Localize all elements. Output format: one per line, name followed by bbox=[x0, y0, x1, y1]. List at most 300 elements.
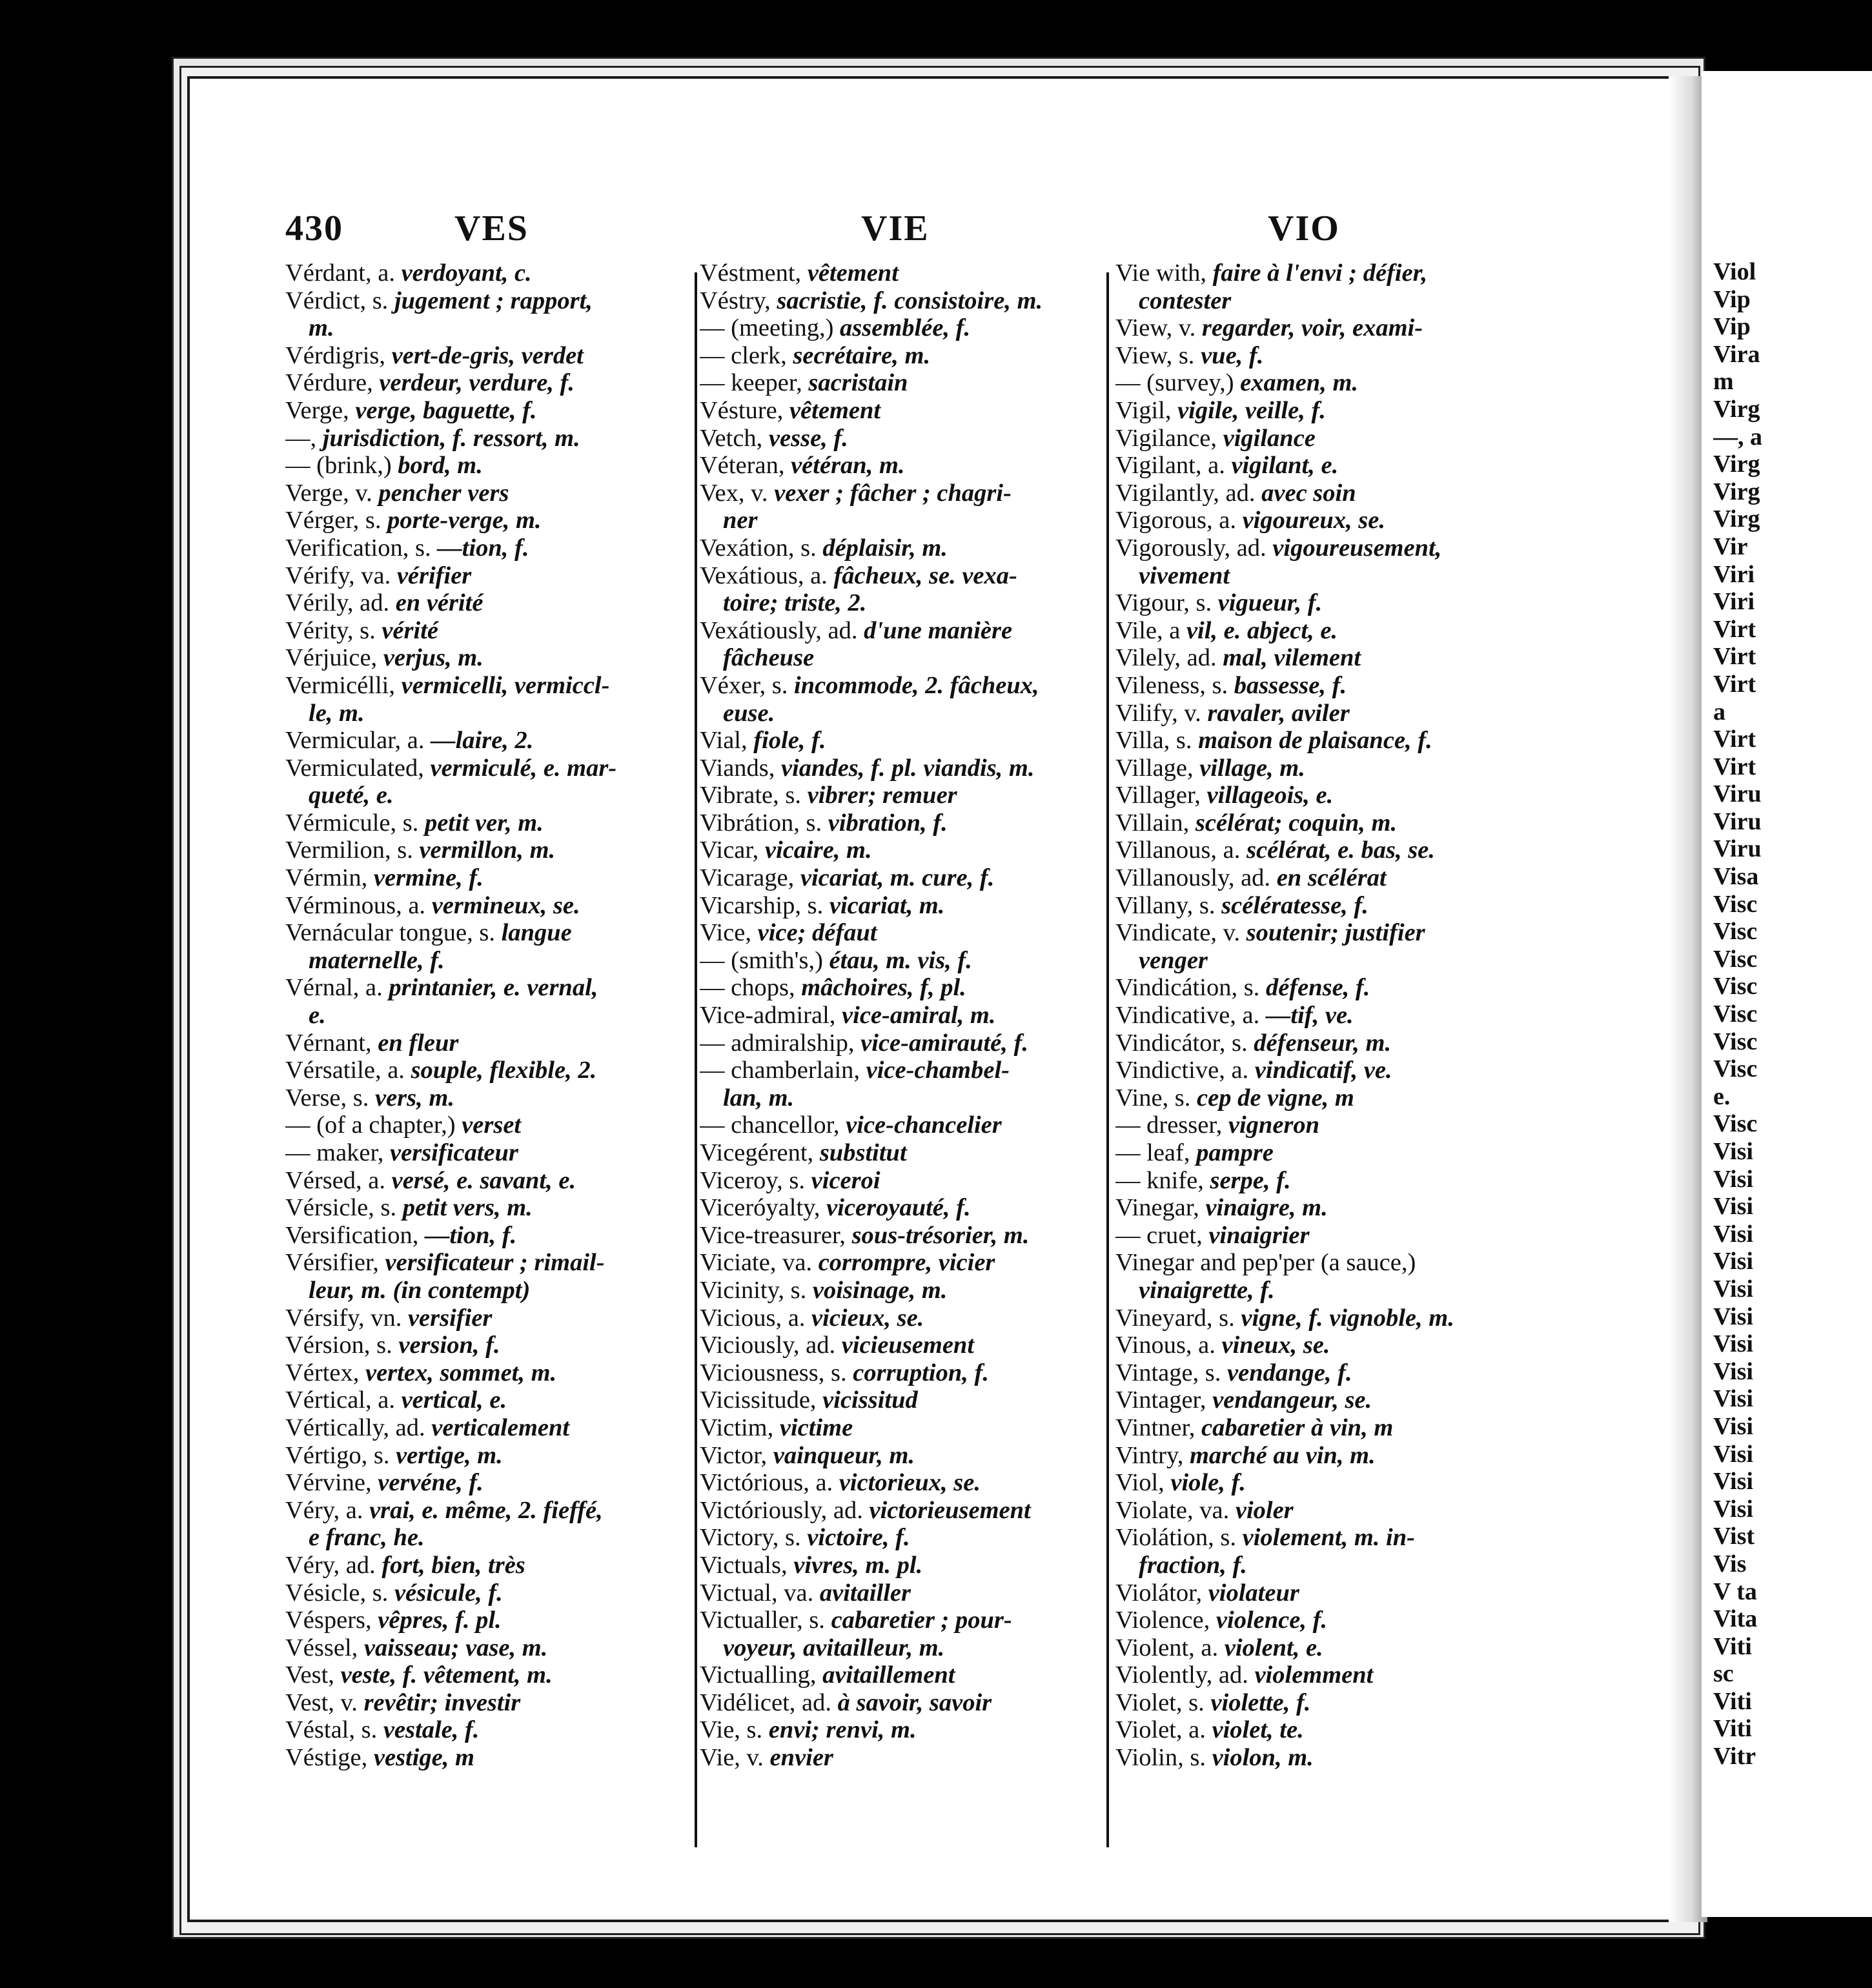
dictionary-entry bbox=[285, 1167, 692, 1195]
dictionary-entry bbox=[700, 1552, 1096, 1579]
entry-definition: vineux, se. bbox=[1221, 1332, 1330, 1359]
dictionary-entry bbox=[1115, 1222, 1529, 1250]
entry-definition: vérité bbox=[382, 616, 438, 644]
dictionary-entry bbox=[700, 755, 1096, 782]
page-number: 430 bbox=[285, 208, 343, 249]
entry-definition: vermine, f. bbox=[373, 864, 483, 892]
entry-definition: jurisdiction, f. ressort, m. bbox=[322, 424, 580, 452]
entry-headword: Verse, s. bbox=[285, 1084, 369, 1111]
entry-definition: vendangeur, se. bbox=[1212, 1386, 1372, 1414]
entry-definition: vivres, m. pl. bbox=[793, 1551, 923, 1579]
dictionary-entry bbox=[1115, 1304, 1529, 1332]
dictionary-entry bbox=[1115, 342, 1529, 370]
entry-headword: Vérminous, a. bbox=[285, 891, 426, 919]
dictionary-entry bbox=[1115, 1689, 1529, 1717]
next-page-fragment: Virt bbox=[1713, 753, 1756, 780]
entry-headword: Vermilion, s. bbox=[285, 837, 413, 864]
dictionary-entry bbox=[285, 534, 692, 562]
dictionary-entry bbox=[700, 1030, 1096, 1057]
next-page-fragment: Visi bbox=[1713, 1385, 1753, 1413]
dictionary-entry bbox=[285, 1744, 692, 1772]
dictionary-entry bbox=[1115, 919, 1529, 947]
dictionary-entry bbox=[1115, 1249, 1529, 1277]
entry-definition: vaisseau; vase, m. bbox=[363, 1634, 548, 1661]
entry-definition: vers, m. bbox=[375, 1084, 454, 1111]
dictionary-entry bbox=[1115, 1524, 1529, 1552]
entry-definition: vicariat, m. bbox=[829, 891, 945, 919]
entry-headword: Vésicle, s. bbox=[285, 1579, 389, 1607]
entry-continuation-text: euse. bbox=[723, 699, 775, 727]
entry-headword: Villany, s. bbox=[1115, 891, 1216, 919]
entry-definition: vice; défaut bbox=[757, 919, 877, 947]
entry-definition: ravaler, aviler bbox=[1207, 699, 1350, 727]
entry-definition: sacristie, f. consistoire, m. bbox=[777, 287, 1043, 314]
next-page-fragment: V ta bbox=[1713, 1577, 1757, 1605]
next-page-fragment: Viti bbox=[1713, 1687, 1752, 1715]
entry-definition: violement, m. in- bbox=[1242, 1524, 1415, 1552]
dictionary-entry bbox=[700, 1277, 1096, 1304]
entry-continuation-text: venger bbox=[1139, 946, 1208, 974]
entry-definition: substitut bbox=[819, 1139, 907, 1166]
dictionary-entry bbox=[285, 1607, 692, 1634]
dictionary-entry bbox=[285, 507, 692, 534]
entry-headword: Vial, bbox=[700, 727, 748, 755]
dictionary-entry bbox=[700, 672, 1096, 700]
entry-definition: viole, f. bbox=[1170, 1469, 1246, 1497]
entry-headword: Vicarship, s. bbox=[700, 891, 824, 919]
entry-headword: Vérsion, s. bbox=[285, 1332, 392, 1359]
dictionary-entry bbox=[700, 837, 1096, 864]
entry-headword: Village, bbox=[1115, 754, 1194, 782]
entry-definition: scélérat, e. bas, se. bbox=[1246, 837, 1435, 864]
entry-headword: Victory, s. bbox=[700, 1524, 801, 1552]
entry-definition: vibrer; remuer bbox=[807, 782, 957, 809]
entry-continuation bbox=[1115, 947, 1529, 975]
entry-headword: Véry, a. bbox=[285, 1496, 363, 1524]
entry-continuation bbox=[1115, 562, 1529, 590]
dictionary-entry bbox=[285, 617, 692, 645]
next-page-fragment: Virt bbox=[1713, 670, 1756, 698]
entry-definition: mal, vilement bbox=[1223, 644, 1361, 672]
entry-definition: victime bbox=[779, 1414, 853, 1441]
dictionary-entry bbox=[700, 1332, 1096, 1359]
next-page-fragment: Visc bbox=[1713, 1055, 1758, 1083]
entry-definition: déplaisir, m. bbox=[822, 534, 948, 562]
dictionary-entry bbox=[700, 1359, 1096, 1387]
entry-definition: soutenir; justifier bbox=[1246, 919, 1425, 947]
entry-definition: vice-amiral, m. bbox=[842, 1002, 996, 1030]
next-page-fragment: Viru bbox=[1713, 780, 1762, 808]
entry-definition: regarder, voir, exami- bbox=[1201, 314, 1423, 342]
dictionary-entry bbox=[700, 1194, 1096, 1222]
dictionary-entry bbox=[1115, 672, 1529, 700]
entry-continuation-text: contester bbox=[1139, 287, 1232, 314]
entry-headword: Vile, a bbox=[1115, 616, 1181, 644]
entry-definition: faire à l'envi ; défier, bbox=[1212, 259, 1428, 287]
dictionary-entry bbox=[700, 1249, 1096, 1277]
entry-headword: Viciousness, s. bbox=[700, 1359, 847, 1386]
entry-definition: vermillon, m. bbox=[419, 837, 556, 864]
dictionary-entry bbox=[285, 1332, 692, 1359]
entry-definition: victoire, f. bbox=[807, 1524, 910, 1552]
entry-definition: voisinage, m. bbox=[812, 1276, 948, 1304]
entry-continuation-text: fâcheuse bbox=[723, 644, 815, 672]
dictionary-entry bbox=[700, 1414, 1096, 1442]
entry-definition: vue, f. bbox=[1201, 341, 1264, 369]
next-page-fragment: Virg bbox=[1713, 451, 1760, 478]
entry-headword: Vintner, bbox=[1115, 1414, 1195, 1441]
next-page-fragment: Virt bbox=[1713, 725, 1756, 753]
dictionary-entry bbox=[700, 892, 1096, 920]
entry-definition: vice-amirauté, f. bbox=[860, 1029, 1028, 1057]
dictionary-entry bbox=[285, 1552, 692, 1579]
entry-headword: Vindicative, a. bbox=[1115, 1002, 1260, 1030]
dictionary-entry bbox=[285, 1030, 692, 1057]
entry-headword: — (of a chapter,) bbox=[285, 1111, 456, 1139]
entry-definition: vérifier bbox=[396, 562, 472, 589]
entry-headword: Vicinity, s. bbox=[700, 1276, 807, 1304]
entry-definition: vigoureusement, bbox=[1272, 534, 1442, 562]
dictionary-entry bbox=[1115, 1744, 1529, 1772]
dictionary-entry bbox=[285, 755, 692, 782]
next-page-fragment: Visc bbox=[1713, 973, 1758, 1000]
entry-headword: — clerk, bbox=[700, 341, 787, 369]
entry-definition: serpe, f. bbox=[1210, 1166, 1291, 1194]
entry-headword: Véssel, bbox=[285, 1634, 358, 1661]
entry-definition: en fleur bbox=[378, 1029, 459, 1057]
entry-continuation-text: maternelle, f. bbox=[309, 946, 445, 974]
entry-definition: scélératesse, f. bbox=[1221, 891, 1368, 919]
dictionary-entry bbox=[285, 672, 692, 700]
entry-headword: Vilely, ad. bbox=[1115, 644, 1217, 672]
entry-definition: violent, e. bbox=[1224, 1634, 1323, 1661]
entry-definition: —tion, f. bbox=[437, 534, 529, 562]
dictionary-entry bbox=[700, 369, 1096, 397]
dictionary-entry bbox=[285, 974, 692, 1002]
entry-headword: Victuals, bbox=[700, 1551, 788, 1579]
dictionary-entry bbox=[700, 1469, 1096, 1497]
entry-headword: Vintage, s. bbox=[1115, 1359, 1221, 1386]
entry-definition: villageois, e. bbox=[1206, 782, 1334, 809]
dictionary-entry bbox=[700, 1111, 1096, 1139]
entry-headword: Vérsatile, a. bbox=[285, 1057, 405, 1084]
dictionary-entry bbox=[700, 809, 1096, 837]
next-page-fragment: m bbox=[1713, 368, 1734, 396]
entry-headword: Victim, bbox=[700, 1414, 774, 1441]
entry-definition: violateur bbox=[1208, 1579, 1299, 1607]
entry-definition: verticalement bbox=[431, 1414, 570, 1441]
entry-headword: Vineyard, s. bbox=[1115, 1304, 1235, 1332]
entry-headword: Vérdure, bbox=[285, 369, 373, 397]
entry-headword: — knife, bbox=[1115, 1166, 1204, 1194]
entry-headword: Vérsed, a. bbox=[285, 1166, 385, 1194]
dictionary-entry bbox=[1115, 1057, 1529, 1084]
dictionary-entry bbox=[700, 1607, 1096, 1634]
entry-definition: vigoureux, se. bbox=[1242, 507, 1385, 534]
dictionary-entry bbox=[1115, 974, 1529, 1002]
entry-headword: Vérsify, vn. bbox=[285, 1304, 402, 1332]
dictionary-entry bbox=[700, 1744, 1096, 1772]
entry-definition: vicissitud bbox=[822, 1386, 918, 1414]
entry-definition: version, f. bbox=[398, 1332, 500, 1359]
entry-continuation bbox=[1115, 1277, 1529, 1304]
entry-headword: Véteran, bbox=[700, 452, 785, 480]
entry-headword: Vintager, bbox=[1115, 1386, 1206, 1414]
column-rule-2 bbox=[1106, 272, 1109, 1847]
entry-definition: verge, baguette, f. bbox=[355, 396, 537, 424]
dictionary-entry bbox=[285, 1716, 692, 1744]
dictionary-entry bbox=[1115, 259, 1529, 287]
entry-headword: Viol, bbox=[1115, 1469, 1165, 1497]
dictionary-entry bbox=[700, 534, 1096, 562]
entry-definition: cabaretier à vin, m bbox=[1201, 1414, 1394, 1441]
entry-headword: Vice, bbox=[700, 919, 751, 947]
dictionary-entry bbox=[1115, 452, 1529, 480]
entry-headword: Vicegérent, bbox=[700, 1139, 814, 1166]
dictionary-entry bbox=[285, 480, 692, 507]
next-page-fragment: Viri bbox=[1713, 588, 1755, 616]
dictionary-entry bbox=[700, 782, 1096, 809]
dictionary-entry bbox=[1115, 534, 1529, 562]
dictionary-entry bbox=[1115, 1002, 1529, 1030]
entry-definition: vendange, f. bbox=[1227, 1359, 1352, 1386]
dictionary-entry bbox=[285, 342, 692, 370]
dictionary-entry bbox=[700, 1139, 1096, 1167]
entry-headword: Vermicélli, bbox=[285, 671, 395, 699]
entry-headword: Viands, bbox=[700, 754, 775, 782]
entry-headword: Vindicátion, s. bbox=[1115, 974, 1260, 1002]
entry-headword: Violence, bbox=[1115, 1607, 1210, 1634]
entry-definition: vicariat, m. cure, f. bbox=[800, 864, 995, 892]
entry-headword: Vie with, bbox=[1115, 259, 1206, 287]
entry-headword: Vésture, bbox=[700, 396, 784, 424]
entry-headword: Vermiculated, bbox=[285, 754, 424, 782]
entry-definition: maison de plaisance, f. bbox=[1198, 727, 1432, 755]
next-page-fragment: sc bbox=[1713, 1660, 1734, 1688]
entry-continuation-text: vinaigrette, f. bbox=[1139, 1276, 1275, 1304]
entry-headword: Violent, a. bbox=[1115, 1634, 1219, 1661]
entry-definition: vicaire, m. bbox=[764, 837, 872, 864]
entry-headword: Vexátion, s. bbox=[700, 534, 817, 562]
entry-continuation bbox=[700, 589, 1096, 617]
entry-definition: vigneron bbox=[1228, 1111, 1320, 1139]
entry-headword: Vérnal, a. bbox=[285, 974, 383, 1002]
entry-continuation bbox=[285, 947, 692, 975]
entry-definition: envier bbox=[769, 1744, 833, 1772]
entry-continuation bbox=[285, 1002, 692, 1030]
next-page-fragment: Vita bbox=[1713, 1605, 1758, 1633]
entry-headword: Véspers, bbox=[285, 1607, 372, 1634]
entry-definition: verdeur, verdure, f. bbox=[379, 369, 575, 397]
entry-definition: avec soin bbox=[1261, 479, 1356, 507]
dictionary-entry bbox=[1115, 1030, 1529, 1057]
entry-definition: bord, m. bbox=[398, 452, 483, 480]
entry-definition: vicieusement bbox=[841, 1332, 975, 1359]
dictionary-entry bbox=[1115, 1139, 1529, 1167]
entry-headword: Vintry, bbox=[1115, 1441, 1184, 1469]
column-1 bbox=[285, 259, 692, 1860]
entry-headword: Vérmin, bbox=[285, 864, 368, 892]
dictionary-entry bbox=[700, 480, 1096, 507]
dictionary-entry bbox=[285, 1469, 692, 1497]
entry-headword: Viceróyalty, bbox=[700, 1194, 820, 1222]
dictionary-entry bbox=[700, 974, 1096, 1002]
entry-definition: vermicelli, vermiccl- bbox=[401, 671, 610, 699]
entry-headword: — leaf, bbox=[1115, 1139, 1190, 1166]
dictionary-entry bbox=[700, 1497, 1096, 1525]
entry-definition: marché au vin, m. bbox=[1189, 1441, 1376, 1469]
entry-continuation bbox=[700, 644, 1096, 672]
entry-headword: Vigilant, a. bbox=[1115, 452, 1225, 480]
entry-definition: vêtement bbox=[789, 396, 881, 424]
entry-headword: Violet, s. bbox=[1115, 1689, 1205, 1716]
entry-definition: vinaigre, m. bbox=[1205, 1194, 1328, 1222]
dictionary-entry bbox=[700, 864, 1096, 892]
entry-headword: — maker, bbox=[285, 1139, 384, 1166]
next-page-fragment: Visi bbox=[1713, 1412, 1753, 1440]
next-page-fragment: Visi bbox=[1713, 1220, 1753, 1248]
dictionary-entry bbox=[285, 452, 692, 480]
entry-headword: Vérsifier, bbox=[285, 1249, 379, 1277]
dictionary-entry bbox=[1115, 782, 1529, 809]
entry-headword: Vigorously, ad. bbox=[1115, 534, 1267, 562]
entry-definition: victorieux, se. bbox=[839, 1469, 981, 1497]
entry-definition: fiole, f. bbox=[753, 727, 826, 755]
next-page-fragment: e. bbox=[1713, 1082, 1731, 1110]
entry-headword: Vérmicule, s. bbox=[285, 809, 419, 837]
entry-definition: scélérat; coquin, m. bbox=[1195, 809, 1398, 837]
next-page-fragment: Vis bbox=[1713, 1550, 1747, 1577]
entry-headword: Vest, bbox=[285, 1661, 334, 1689]
entry-headword: Villain, bbox=[1115, 809, 1190, 837]
dictionary-entry bbox=[285, 1634, 692, 1662]
entry-headword: Vermicular, a. bbox=[285, 727, 425, 755]
entry-headword: Vérvine, bbox=[285, 1469, 372, 1497]
entry-definition: vindicatif, ve. bbox=[1254, 1057, 1392, 1084]
entry-headword: Violátor, bbox=[1115, 1579, 1203, 1607]
dictionary-entry bbox=[700, 727, 1096, 755]
entry-definition: porte-verge, m. bbox=[387, 507, 542, 534]
entry-definition: vrai, e. même, 2. fieffé, bbox=[369, 1496, 603, 1524]
entry-headword: Vicar, bbox=[700, 837, 759, 864]
entry-definition: printanier, e. vernal, bbox=[389, 974, 598, 1002]
entry-definition: assemblée, f. bbox=[840, 314, 971, 342]
entry-headword: Vértically, ad. bbox=[285, 1414, 425, 1441]
entry-definition: pencher vers bbox=[378, 479, 509, 507]
entry-definition: violon, m. bbox=[1212, 1744, 1314, 1772]
entry-continuation bbox=[285, 700, 692, 727]
entry-definition: viandes, f. pl. viandis, m. bbox=[781, 754, 1035, 782]
entry-continuation-text: leur, m. (in contempt) bbox=[309, 1276, 531, 1304]
entry-definition: vestale, f. bbox=[383, 1716, 480, 1744]
entry-definition: mâchoires, f, pl. bbox=[801, 974, 966, 1002]
next-page-fragment: Visi bbox=[1713, 1495, 1753, 1523]
entry-definition: village, m. bbox=[1199, 754, 1305, 782]
dictionary-entry bbox=[285, 1579, 692, 1607]
entry-headword: — admiralship, bbox=[700, 1029, 855, 1057]
entry-definition: versificateur bbox=[390, 1139, 518, 1166]
next-page-fragment: Viti bbox=[1713, 1632, 1752, 1660]
entry-definition: en vérité bbox=[395, 589, 483, 617]
column-3 bbox=[1115, 259, 1529, 1860]
entry-continuation-text: fraction, f. bbox=[1139, 1551, 1247, 1579]
entry-definition: corruption, f. bbox=[853, 1359, 989, 1386]
entry-headword: Victual, va. bbox=[700, 1579, 814, 1607]
entry-definition: —laire, 2. bbox=[431, 727, 534, 755]
entry-headword: Vernácular tongue, s. bbox=[285, 919, 495, 947]
dictionary-entry bbox=[1115, 1579, 1529, 1607]
entry-headword: Vigilance, bbox=[1115, 424, 1217, 452]
entry-definition: en scélérat bbox=[1276, 864, 1387, 892]
entry-definition: vestige, m bbox=[373, 1744, 474, 1772]
entry-definition: revêtir; investir bbox=[363, 1689, 521, 1716]
running-head-center: VIE bbox=[861, 208, 930, 249]
dictionary-entry bbox=[700, 1386, 1096, 1414]
entry-definition: petit ver, m. bbox=[424, 809, 544, 837]
entry-headword: — chamberlain, bbox=[700, 1057, 860, 1084]
entry-headword: Vérnant, bbox=[285, 1029, 372, 1057]
next-page-fragment: Vist bbox=[1713, 1523, 1755, 1550]
next-page-fragment: Visc bbox=[1713, 890, 1758, 918]
entry-definition: vesse, f. bbox=[768, 424, 848, 452]
entry-headword: — chops, bbox=[700, 974, 795, 1002]
dictionary-entry bbox=[700, 1716, 1096, 1744]
entry-definition: cep de vigne, m bbox=[1197, 1084, 1354, 1111]
dictionary-entry bbox=[1115, 1414, 1529, 1442]
dictionary-entry bbox=[285, 864, 692, 892]
dictionary-entry bbox=[700, 617, 1096, 645]
dictionary-entry bbox=[1115, 1332, 1529, 1359]
entry-headword: Vérdant, a. bbox=[285, 259, 395, 287]
next-page-fragment: Vip bbox=[1713, 313, 1751, 341]
entry-continuation-text: vivement bbox=[1139, 562, 1230, 589]
entry-headword: Viceroy, s. bbox=[700, 1166, 806, 1194]
dictionary-entry bbox=[1115, 1607, 1529, 1634]
entry-continuation-text: m. bbox=[309, 314, 334, 342]
entry-continuation bbox=[1115, 1552, 1529, 1579]
entry-headword: Vindicate, v. bbox=[1115, 919, 1240, 947]
entry-headword: Vexátiously, ad. bbox=[700, 616, 858, 644]
dictionary-entry bbox=[285, 809, 692, 837]
dictionary-entry bbox=[285, 1139, 692, 1167]
entry-headword: Viciously, ad. bbox=[700, 1332, 836, 1359]
entry-definition: vermiculé, e. mar- bbox=[430, 754, 617, 782]
entry-definition: fâcheux, se. vexa- bbox=[833, 562, 1017, 589]
entry-headword: Vidélicet, ad. bbox=[700, 1689, 832, 1716]
next-page-fragment: Visi bbox=[1713, 1357, 1753, 1385]
entry-definition: incommode, 2. fâcheux, bbox=[794, 671, 1039, 699]
dictionary-entry bbox=[1115, 617, 1529, 645]
entry-continuation-text: lan, m. bbox=[723, 1084, 795, 1111]
next-page-fragment: Visc bbox=[1713, 1110, 1758, 1138]
entry-headword: Vérily, ad. bbox=[285, 589, 390, 617]
entry-definition: verjus, m. bbox=[383, 644, 483, 672]
entry-definition: étau, m. vis, f. bbox=[829, 946, 972, 974]
entry-headword: — (brink,) bbox=[285, 452, 392, 480]
entry-headword: Villager, bbox=[1115, 782, 1201, 809]
next-page-fragment: Viru bbox=[1713, 835, 1762, 863]
entry-headword: Vicarage, bbox=[700, 864, 795, 892]
entry-headword: Vie, s. bbox=[700, 1716, 763, 1744]
next-page-fragment: Virg bbox=[1713, 395, 1760, 423]
entry-headword: Véstment, bbox=[700, 259, 802, 287]
entry-headword: Verge, v. bbox=[285, 479, 372, 507]
entry-definition: vexer ; fâcher ; chagri- bbox=[774, 479, 1012, 507]
next-page-fragment: Viru bbox=[1713, 807, 1762, 835]
entry-headword: Vindictive, a. bbox=[1115, 1057, 1249, 1084]
dictionary-entry bbox=[285, 1442, 692, 1470]
entry-continuation bbox=[700, 700, 1096, 727]
